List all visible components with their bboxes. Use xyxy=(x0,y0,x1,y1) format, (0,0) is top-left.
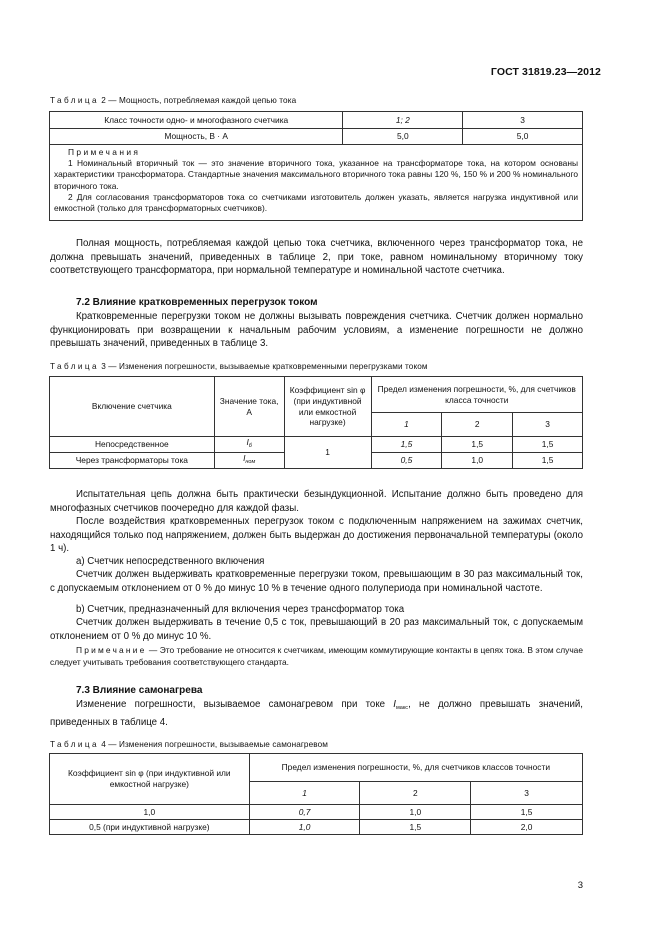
table2-row1-c1: 1; 2 xyxy=(343,112,463,129)
table4-row1-class-1: 0,7 xyxy=(249,805,360,820)
table3-row1-class-1: 1,5 xyxy=(371,437,442,453)
table4-caption xyxy=(50,740,328,749)
table4-row2-coefficient: 0,5 (при индуктивной нагрузке) xyxy=(50,820,250,835)
table2-row1-label: Класс точности одно- и многофазного счетчика xyxy=(50,112,343,129)
note-7-2 xyxy=(50,644,583,669)
table2-row2-c1: 5,0 xyxy=(343,129,463,145)
note-7-2-text: — Это требование не относится к счетчикам, имеющим коммутирующие контакты в цепях тока. В этом случае следует учитывать требования соответствующего стандарта. xyxy=(50,645,583,668)
item-a: a) Счетчик непосредственного включения xyxy=(76,556,265,567)
table3-caption-text: 3 — Изменения погрешности, вызываемые кратковременными перегрузками током xyxy=(98,362,428,371)
table4-header-class-2: 2 xyxy=(360,782,471,805)
document-header: ГОСТ 31819.23—2012 xyxy=(490,66,601,78)
section-7-3-heading: 7.3 Влияние самонагрева xyxy=(76,685,203,696)
table2-caption-word: Таблица xyxy=(50,96,99,105)
table3-row2-class-3: 1,5 xyxy=(513,453,583,469)
paragraph-4: После воздействия кратковременных перегрузок током с подключенным напряжением на зажимах счетчик, находящийся только под напряжением, должен быть выдержан до достижения первоначальной температуры (около 1 ч). xyxy=(50,516,583,555)
paragraph-5: Счетчик должен выдерживать кратковременные перегрузки током, превышающим в 30 раз максимальный ток, с допускаемым отклонением от 0 % до минус 10 % в течение одного полупериода при номинальной частоте. xyxy=(50,569,583,594)
table4 xyxy=(49,753,583,835)
table2-row1-c2: 3 xyxy=(463,112,583,129)
table2 xyxy=(49,111,583,221)
table2-notes-title: Примечания xyxy=(68,147,141,157)
table4-header-class-3: 3 xyxy=(471,782,583,805)
table3-row1-class-3: 1,5 xyxy=(513,437,583,453)
table4-caption-text: 4 — Изменения погрешности, вызываемые самонагревом xyxy=(98,740,328,749)
table3-row1-connection: Непосредственное xyxy=(50,437,215,453)
paragraph-2: Кратковременные перегрузки током не должны вызывать повреждения счетчика. Счетчик должен нормально функционировать при возвращении к начальным рабочим условиям, а изменение погрешности не должно превышать значений, приведенных в таблице 3. xyxy=(50,311,583,350)
table2-note1: 1 Номинальный вторичный ток — это значение вторичного тока, указанное на трансформаторе тока, на котором основаны характеристики трансформатора. Стандартные значения максимального вторичного тока равны 120 %, 150 % и 200 % номинального вторичного тока. xyxy=(54,158,578,191)
table4-row1-coefficient: 1,0 xyxy=(50,805,250,820)
table2-caption-text: 2 — Мощность, потребляемая каждой цепью тока xyxy=(98,96,297,105)
table3-header-limit: Предел изменения погрешности, %, для счетчиков класса точности xyxy=(371,377,582,413)
table3-row1-class-2: 1,5 xyxy=(442,437,513,453)
table3-header-class-3: 3 xyxy=(513,413,583,437)
table3-caption-word: Таблица xyxy=(50,362,99,371)
table3-row2-current: $I_{ном}$ xyxy=(214,453,284,469)
table3-coefficient-value: 1 xyxy=(284,437,371,469)
table2-caption xyxy=(50,96,296,105)
table2-row2-label: Мощность, В · А xyxy=(50,129,343,145)
table3 xyxy=(49,376,583,469)
table3-header-class-2: 2 xyxy=(442,413,513,437)
table4-row2-class-3: 2,0 xyxy=(471,820,583,835)
paragraph-6: Счетчик должен выдерживать в течение 0,5 с ток, превышающий в 20 раз максимальный ток, с допускаемым отклонением от 0 % до минус 10 %. xyxy=(50,617,583,642)
table3-row2-connection: Через трансформаторы тока xyxy=(50,453,215,469)
note-7-2-word: Примечание xyxy=(76,645,147,655)
table3-header-connection: Включение счетчика xyxy=(50,377,215,437)
paragraph-1: Полная мощность, потребляемая каждой цепью тока счетчика, включенного через трансформатор тока, не должна превышать значений, приведенных в таблице 2, при токе, равном номинальному вторичному току соответствующего трансформатора, при нормальной температуре и номинальной частоте счетчика. xyxy=(50,238,583,277)
table4-caption-word: Таблица xyxy=(50,740,99,749)
table3-header-coefficient: Коэффициент sin φ (при индуктивной или емкостной нагрузке) xyxy=(284,377,371,437)
paragraph-3: Испытательная цепь должна быть практически безындукционной. Испытание должно быть проведено для многофазных счетчиков поочередно для каждой фазы. xyxy=(50,489,583,514)
table4-row2-class-1: 1,0 xyxy=(249,820,360,835)
table3-row1-current: $I_б$ xyxy=(214,437,284,453)
table2-notes xyxy=(50,145,583,221)
table4-row1-class-3: 1,5 xyxy=(471,805,583,820)
table2-note2: 2 Для согласования трансформаторов тока со счетчиками изготовитель должен указать, является нагрузка индуктивной или емкостной (только для трансформаторных счетчиков). xyxy=(54,191,578,214)
table3-row2-class-2: 1,0 xyxy=(442,453,513,469)
table4-row1-class-2: 1,0 xyxy=(360,805,471,820)
table2-row2-c2: 5,0 xyxy=(463,129,583,145)
table4-header-coefficient: Коэффициент sin φ (при индуктивной или емкостной нагрузке) xyxy=(50,754,250,805)
table3-caption xyxy=(50,362,428,371)
table3-row2-class-1: 0,5 xyxy=(371,453,442,469)
table4-header-class-1: 1 xyxy=(249,782,360,805)
page-number: 3 xyxy=(577,880,583,891)
table4-header-limit: Предел изменения погрешности, %, для счетчиков классов точности xyxy=(249,754,582,782)
section-7-2-heading: 7.2 Влияние кратковременных перегрузок током xyxy=(76,297,318,308)
table4-row2-class-2: 1,5 xyxy=(360,820,471,835)
table3-header-class-1: 1 xyxy=(371,413,442,437)
item-b: b) Счетчик, предназначенный для включения через трансформатор тока xyxy=(76,604,405,615)
table3-header-current: Значение тока, А xyxy=(214,377,284,437)
paragraph-7: Изменение погрешности, вызываемое самонагревом при токе $I_{макс}$, не должно превышать значений, приведенных в таблице 4. xyxy=(50,699,583,728)
